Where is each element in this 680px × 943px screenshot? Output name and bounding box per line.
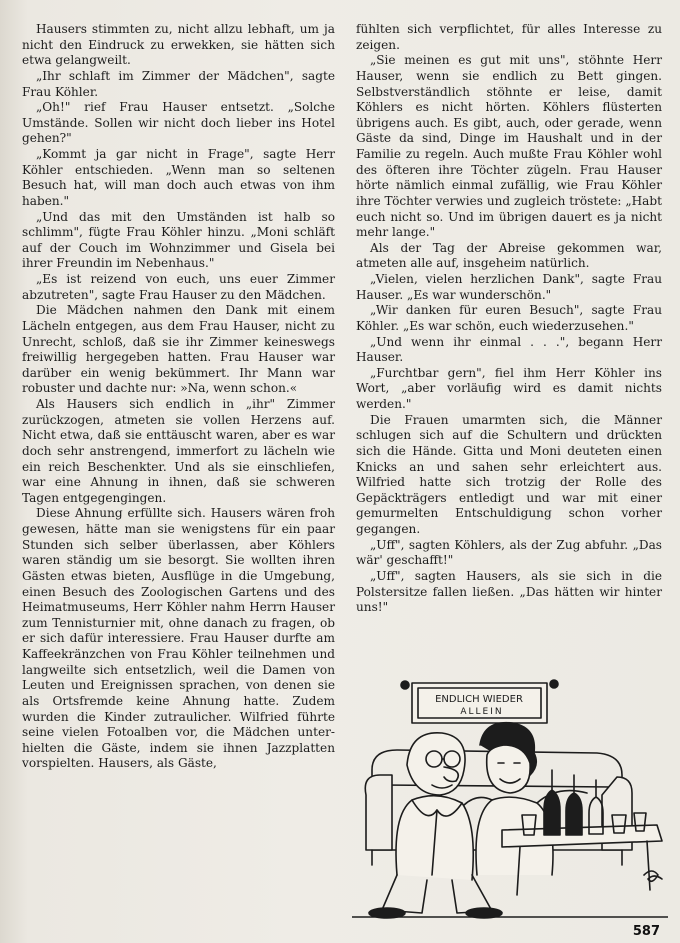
- paragraph: „Und wenn ihr einmal . . .", begann Herr Hauser.: [356, 334, 662, 365]
- paragraph: Als der Tag der Abreise gekommen war, atmeten alle auf, insgeheim natürlich.: [356, 240, 662, 271]
- paragraph: „Wir danken für euren Besuch", sagte Frau Köhler. „Es war schön, euch wiederzusehen.": [356, 303, 662, 333]
- paragraph: „Uff", sagten Köhlers, als der Zug abfuhr. „Das wär' geschafft!": [356, 537, 662, 568]
- paragraph: Hausers stimmten zu, nicht allzu lebhaft, um ja nicht den Eindruck zu erwekken, sie hätten sich etwa gelangweilt.: [22, 22, 335, 68]
- text-column-right: [356, 22, 662, 616]
- paragraph: „Ihr schlaft im Zimmer der Mädchen", sagte Frau Köhler.: [22, 68, 335, 99]
- table-with-bottles: [502, 770, 662, 895]
- wall-sign: [401, 680, 558, 723]
- paragraph: „Es ist reizend von euch, uns euer Zimmer abzutreten", sagte Frau Hauser zu den Mädchen.: [22, 272, 335, 302]
- paragraph: „Uff", sagten Hausers, als sie sich in die Polstersitze fallen ließen. „Das hätten wir hinter uns!": [356, 568, 662, 615]
- cartoon-illustration: [352, 675, 668, 920]
- paragraph: „Vielen, vielen herzlichen Dank", sagte Frau Hauser. „Es war wunderschön.": [356, 272, 662, 302]
- paragraph: Die Frauen umarmten sich, die Männer schlugen sich auf die Schultern und drückten sich die Hände. Gitta und Moni deuteten einen Knicks an und sahen sehr erleichtert aus. Wilfried hatte sich trotzig der Rolle des Gepäckträgers entledigt und war mit einer gemurmelten Entschuldigung schon vorher gegangen.: [356, 412, 662, 536]
- paragraph: „Oh!" rief Frau Hauser entsetzt. „Solche Umstände. Sollen wir nicht doch lieber ins Hotel gehen?": [22, 100, 335, 146]
- paragraph: „Kommt ja gar nicht in Frage", sagte Herr Köhler entschieden. „Wenn man so seltenen Besuch hat, will man doch auch etwas von ihm haben.": [22, 147, 335, 208]
- text-column-left: [22, 22, 335, 772]
- sign-text-line2: ALLEIN: [460, 707, 504, 717]
- paragraph: Die Mädchen nahmen den Dank mit einem Lächeln entgegen, aus dem Frau Hauser, nicht zu Unrecht, schloß, daß sie ihr Zimmer keineswegs freiwillig hergegeben hatten. Frau Hauser war darüber ein wenig bekümmert. Ihr Mann war robuster und dachte nur: »Na, wenn schon.«: [22, 303, 335, 396]
- paragraph: Als Hausers sich endlich in „ihr" Zimmer zurückzogen, atmeten sie vollen Herzens auf. Nicht etwa, daß sie enttäuscht waren, aber es war doch sehr anstrengend, immerfort zu lächeln wie ein reich Beschenkter. Und als sie einschliefen, war eine Ahnung in ihnen, daß sie schweren Tagen entgegengingen.: [22, 397, 335, 505]
- page-number: 587: [632, 924, 660, 939]
- paragraph: „Furchtbar gern", fiel ihm Herr Köhler ins Wort, „aber vorläufig wird es damit nichts werden.": [356, 365, 662, 411]
- sign-text-line1: ENDLICH WIEDER: [435, 694, 523, 705]
- paragraph: „Sie meinen es gut mit uns", stöhnte Herr Hauser, wenn sie endlich zu Bett gingen. Selbstverständlich stöhnte er leise, damit Köhlers es nicht hörten. Köhlers flüsterten übrigens auch. Es gibt, auch, oder gerade, wenn Gäste da sind, Dinge im Haushalt und in der Familie zu regeln. Auch mußte Frau Köhler wohl des öfteren ihre Töchter zügeln. Frau Hauser hörte nämlich einmal zufällig, wie Frau Köhler ihre Töchter verwies und zugleich tröstete: „Habt euch nicht so. Und im übrigen dauert es ja nicht mehr lange.": [356, 53, 662, 240]
- paragraph: „Und das mit den Umständen ist halb so schlimm", fügte Frau Köhler hinzu. „Moni schläft auf der Couch im Wohnzimmer und Gisela bei ihrer Freundin im Nebenhaus.": [22, 209, 335, 271]
- paragraph: Diese Ahnung erfüllte sich. Hausers wären froh gewesen, hätte man sie wenigstens für ein paar Stunden sich selber überlassen, aber Köhlers waren ständig um sie besorgt. Sie wollten ihren Gästen etwas bieten, Ausflüge in die Umgebung, einen Besuch des Zoologischen Gartens und des Heimatmuseums, Herr Köhler nahm Herrn Hauser zum Tennisturnier mit, ohne danach zu fragen, ob er sich dafür interessiere. Frau Hauser durfte am Kaffeekränzchen von Frau Köhler teilnehmen und langweilte sich entsetzlich, weil die Damen von Leuten und Ereignissen sprachen, von denen sie als Ortsfremde keine Ahnung hatte. Zudem wurden die Kinder zutraulicher. Wilfried führte seine vielen Fotoalben vor, die Mädchen unterhielten die Gäste, indem sie ihnen Jazzplatten vorspielten. Hausers, als Gäste,: [22, 506, 335, 771]
- paragraph: fühlten sich verpflichtet, für alles Interesse zu zeigen.: [356, 22, 662, 52]
- artist-signature: [644, 871, 662, 881]
